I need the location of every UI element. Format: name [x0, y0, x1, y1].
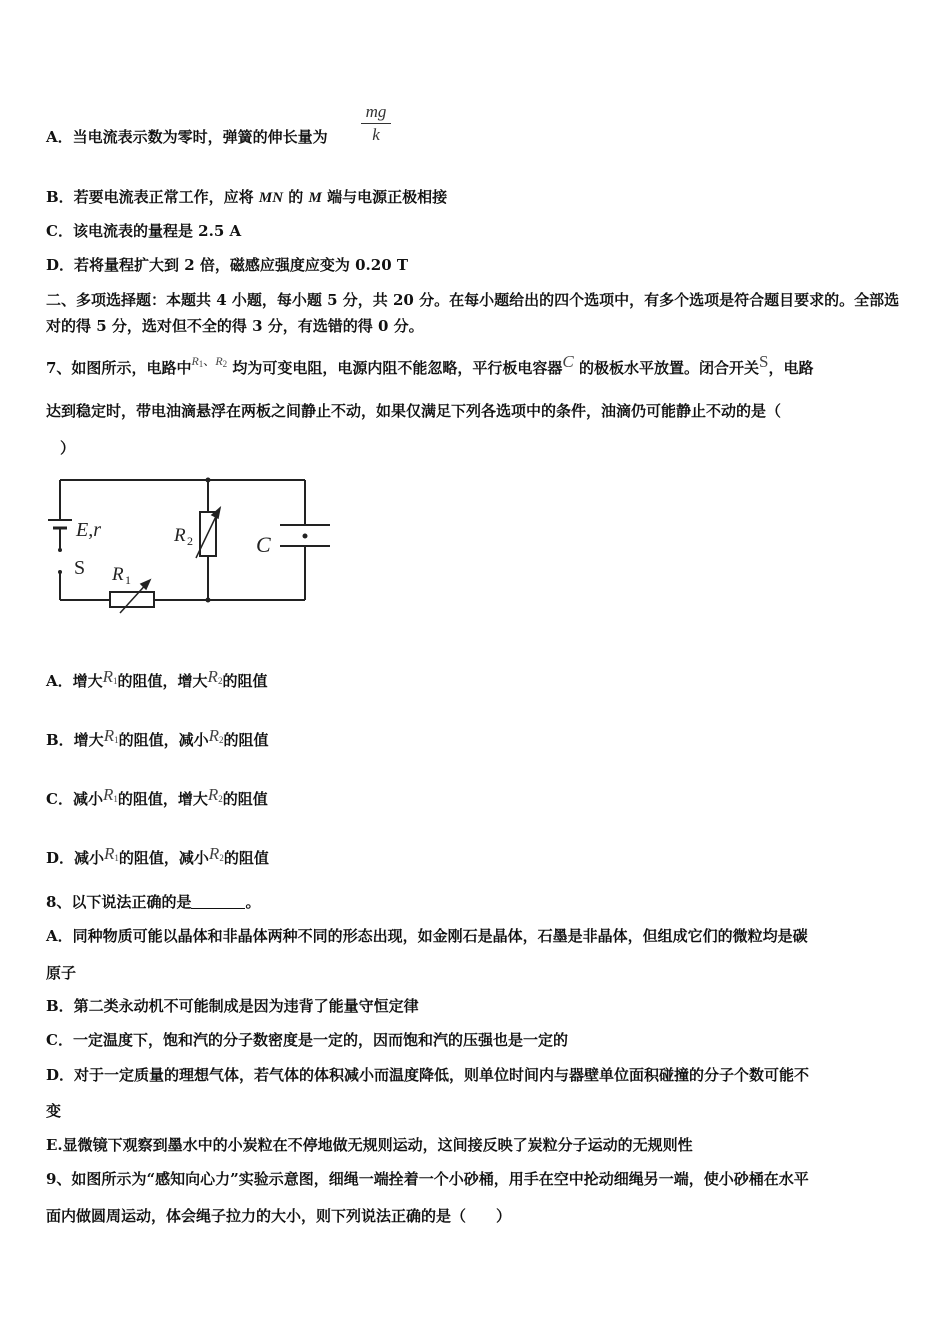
- q7-option-d-text-2: 的阻值，减小: [118, 849, 209, 867]
- q7-option-b-r1-sub: 1: [114, 735, 119, 745]
- q7-stem-r2: [215, 354, 227, 368]
- q8-stem-text: 8、以下说法正确的是: [46, 893, 192, 911]
- section-2-header: 二、多项选择题：本题共 4 小题，每小题 5 分，共 20 分。在每小题给出的四个选项中，有多个选项是符合题目要求的。全部选对的得 5 分，选对但不全的得 3 分，有选错的得 0 分。: [46, 291, 900, 335]
- q7-option-c-text-1: C．减小: [46, 790, 103, 808]
- q6-option-b-mn: MN: [258, 190, 284, 206]
- q7-option-c-text-3: 的阻值: [222, 790, 268, 808]
- q7-option-c-r1: R: [102, 785, 114, 804]
- fraction-numerator: mg: [361, 102, 391, 124]
- q7-stem-text-2: 均为可变电阻，电源内阻不能忽略，平行板电容器: [232, 359, 563, 377]
- q7-option-c-r1-sub: 1: [113, 794, 118, 804]
- q7-stem-text-3: 的极板水平放置。闭合开关: [578, 359, 759, 377]
- q7-option-b-text-3: 的阻值: [223, 731, 269, 749]
- q6-option-b-text-1: B．若要电流表正常工作，应将: [46, 188, 259, 206]
- q7-option-b-text-1: B．增大: [46, 731, 104, 749]
- r1-label-sub: 1: [125, 573, 131, 587]
- q7-stem-r1: [191, 354, 203, 368]
- q7-option-d-r1-sub: 1: [114, 853, 119, 863]
- q7-option-c-text-2: 的阻值，增大: [117, 790, 208, 808]
- q6-option-b-m: M: [308, 190, 322, 206]
- q7-option-b-r1: R: [103, 726, 115, 745]
- q6-option-b: [46, 187, 447, 208]
- q8-option-a-line-2: 原子: [46, 964, 77, 982]
- q7-option-a-r2-sub: 2: [217, 676, 223, 686]
- q7-stem-r1-sub: 1: [198, 359, 204, 369]
- r1-label: R: [112, 564, 124, 585]
- r2-arrow-head: [212, 508, 220, 518]
- q7-option-d: [46, 844, 269, 868]
- junction-top: [206, 478, 211, 483]
- q6-option-a-text: A．当电流表示数为零时，弹簧的伸长量为: [46, 128, 328, 146]
- q7-option-a-r1-sub: 1: [113, 676, 118, 686]
- q7-option-d-text-1: D．减小: [46, 849, 105, 867]
- r2-label: R: [174, 525, 186, 546]
- q6-option-d: D．若将量程扩大到 2 倍，磁感应强度应变为 0.20 T: [46, 256, 409, 274]
- q7-option-a-text-1: A．增大: [46, 672, 103, 690]
- q7-option-d-r2-sub: 2: [219, 853, 224, 863]
- capacitor-label: C: [256, 532, 271, 557]
- q7-stem-c: C: [562, 352, 574, 371]
- q6-option-a: [46, 127, 328, 147]
- q8-stem: [46, 892, 260, 912]
- q8-option-e: E.显微镜下观察到墨水中的小炭粒在不停地做无规则运动，这间接反映了炭粒分子运动的无规则性: [46, 1136, 693, 1154]
- q7-option-d-text-3: 的阻值: [223, 849, 269, 867]
- q9-stem-line-2: 面内做圆周运动，体会绳子拉力的大小，则下列说法正确的是（ ）: [46, 1207, 512, 1225]
- q7-option-c: [46, 785, 268, 809]
- oil-drop: [303, 534, 308, 539]
- q7-stem-separator: 、: [203, 354, 216, 368]
- fraction-denominator: k: [372, 125, 380, 144]
- q7-stem-text-4: ，电路: [768, 359, 814, 377]
- q6-option-b-text-3: 端与电源正极相接: [321, 188, 448, 206]
- q7-option-c-r2-sub: 2: [218, 794, 223, 804]
- switch-contact-top: [58, 548, 62, 552]
- q7-option-b-r2-sub: 2: [218, 735, 224, 745]
- q7-stem-r2-letter: R: [215, 354, 223, 368]
- junction-bottom: [206, 598, 211, 603]
- q7-option-d-r1: R: [104, 844, 115, 863]
- q6-option-b-text-2: 的: [283, 188, 309, 206]
- q7-circuit-diagram: [40, 470, 340, 620]
- q7-stem-r2-sub: 2: [222, 359, 228, 369]
- q6-option-c: C．该电流表的量程是 2.5 A: [46, 222, 242, 240]
- q8-option-b: B．第二类永动机不可能制成是因为违背了能量守恒定律: [46, 997, 419, 1015]
- source-label: E,r: [76, 519, 101, 541]
- answer-blank: [191, 894, 245, 909]
- q7-option-a-text-2: 的阻值，增大: [117, 672, 208, 690]
- q7-option-d-r2: R: [208, 844, 220, 863]
- switch-contact-bottom: [58, 570, 62, 574]
- q8-option-c: C．一定温度下，饱和汽的分子数密度是一定的，因而饱和汽的压强也是一定的: [46, 1031, 568, 1049]
- q7-option-a-r2: R: [207, 667, 218, 686]
- q8-option-d-line-1: D．对于一定质量的理想气体，若气体的体积减小而温度降低，则单位时间内与器壁单位面积碰撞的分子个数可能不: [46, 1066, 810, 1084]
- q7-option-a-text-3: 的阻值: [222, 672, 268, 690]
- q7-stem-s: S: [759, 352, 769, 371]
- q7-option-a: [46, 667, 267, 691]
- q7-stem-line-3: ）: [60, 439, 76, 457]
- q8-stem-suffix: 。: [245, 893, 261, 911]
- switch-label: S: [74, 557, 86, 579]
- q8-option-d-line-2: 变: [46, 1102, 62, 1120]
- q7-option-c-r2: R: [207, 785, 219, 804]
- q7-option-b-text-2: 的阻值，减小: [118, 731, 209, 749]
- q7-stem-line-2: 达到稳定时，带电油滴悬浮在两板之间静止不动，如果仅满足下列各选项中的条件，油滴仍可能静止不动的是（: [46, 402, 782, 420]
- q7-option-b: [46, 726, 269, 750]
- q7-option-a-r1: R: [102, 667, 114, 686]
- q7-stem-r1-letter: R: [191, 354, 199, 368]
- q9-stem-line-1: 9、如图所示为“感知向心力”实验示意图，细绳一端拴着一个小砂桶，用手在空中抡动细绳另一端，使小砂桶在水平: [46, 1170, 809, 1188]
- q7-stem-text-1: 7、如图所示，电路中: [46, 359, 192, 377]
- q8-option-a-line-1: A．同种物质可能以晶体和非晶体两种不同的形态出现，如金刚石是晶体，石墨是非晶体，但组成它们的微粒均是碳: [46, 927, 808, 945]
- fraction-mg-over-k: [361, 102, 391, 145]
- r2-label-sub: 2: [187, 534, 193, 548]
- q7-option-b-r2: R: [208, 726, 219, 745]
- q7-stem-line-1: [46, 351, 813, 378]
